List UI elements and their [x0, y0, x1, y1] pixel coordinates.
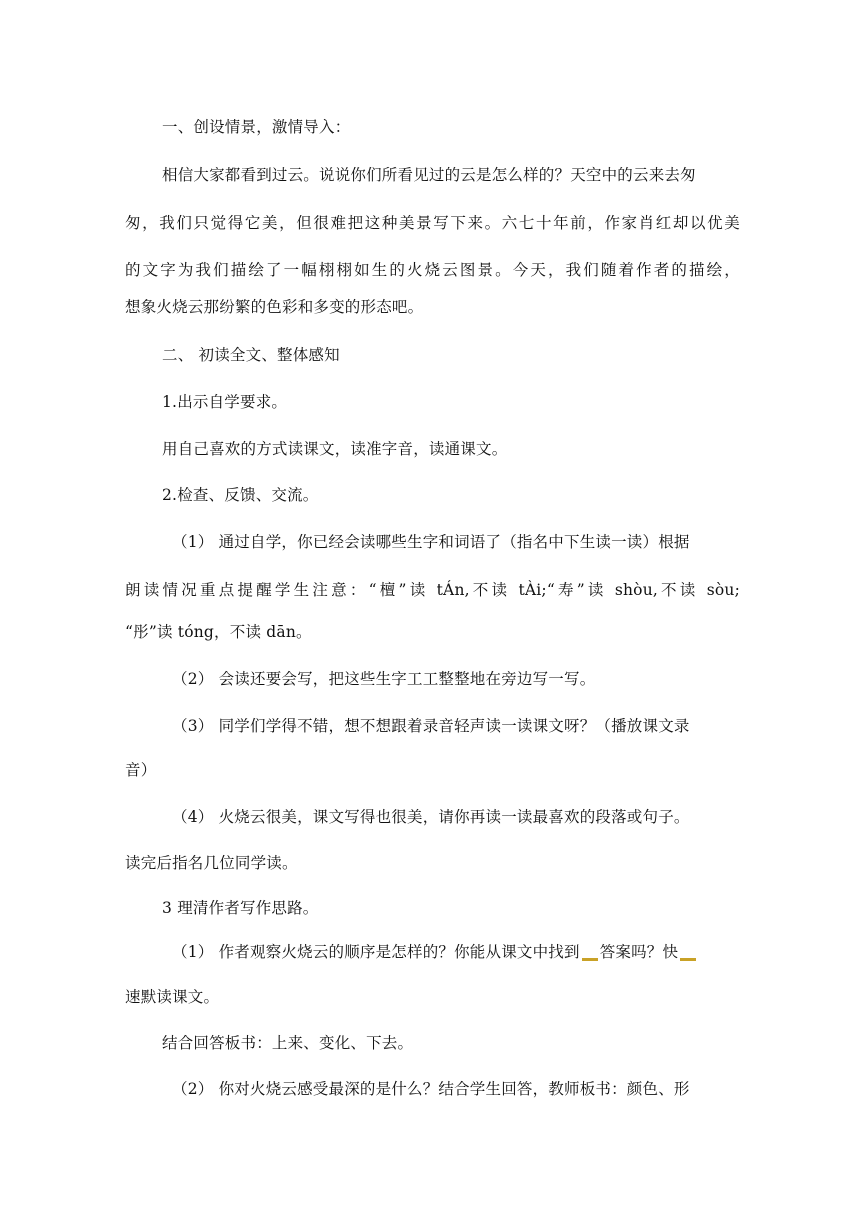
- paragraph-line: [172, 942, 740, 962]
- highlight-mark: [680, 958, 696, 961]
- paragraph-line: 速默读课文。: [125, 988, 220, 1006]
- paragraph-line: （3） 同学们学得不错，想不想跟着录音轻声读一读课文呀？（播放课文录: [172, 717, 690, 735]
- list-item: 3 理清作者写作思路。: [162, 899, 319, 917]
- paragraph-line: 想象火烧云那纷繁的色彩和多变的形态吧。: [125, 298, 424, 316]
- paragraph-line: 相信大家都看到过云。说说你们所看见过的云是怎么样的？天空中的云来去匆: [162, 166, 696, 184]
- paragraph-line: （4） 火烧云很美，课文写得也很美，请你再读一读最喜欢的段落或句子。: [172, 808, 690, 826]
- list-item: 2.检查、反馈、交流。: [162, 486, 319, 504]
- paragraph-line: 结合回答板书：上来、变化、下去。: [162, 1034, 414, 1052]
- paragraph-line: （2） 你对火烧云感受最深的是什么？结合学生回答，教师板书：颜色、形: [172, 1080, 690, 1098]
- paragraph-line: “彤”读 tóng，不读 dān。: [125, 623, 312, 641]
- paragraph-line: 朗读情况重点提醒学生注意：“檀”读 tÁn,不读 tÀi;“寿”读 shòu,不读 sòu;: [125, 581, 740, 599]
- paragraph-line: （2） 会读还要会写，把这些生字工工整整地在旁边写一写。: [172, 670, 596, 688]
- highlight-mark: [582, 958, 598, 961]
- list-item: 1.出示自学要求。: [162, 393, 288, 411]
- paragraph-line: 匆，我们只觉得它美，但很难把这种美景写下来。六七十年前，作家肖红却以优美: [125, 214, 740, 232]
- paragraph-line: 音）: [125, 761, 157, 779]
- text-segment: （1） 作者观察火烧云的顺序是怎样的？你能从课文中找到: [172, 943, 580, 961]
- paragraph-line: 用自己喜欢的方式读课文，读准字音，读通课文。: [162, 440, 508, 458]
- section-2-heading: 二、 初读全文、整体感知: [162, 346, 340, 364]
- section-1-heading: 一、创设情景，激情导入：: [162, 118, 351, 136]
- paragraph-line: （1） 通过自学，你已经会读哪些生字和词语了（指名中下生读一读）根据: [172, 533, 690, 551]
- text-segment: 答案吗？快: [599, 943, 679, 961]
- paragraph-line: 的文字为我们描绘了一幅栩栩如生的火烧云图景。今天，我们随着作者的描绘，: [125, 261, 740, 279]
- paragraph-line: 读完后指名几位同学读。: [125, 854, 298, 872]
